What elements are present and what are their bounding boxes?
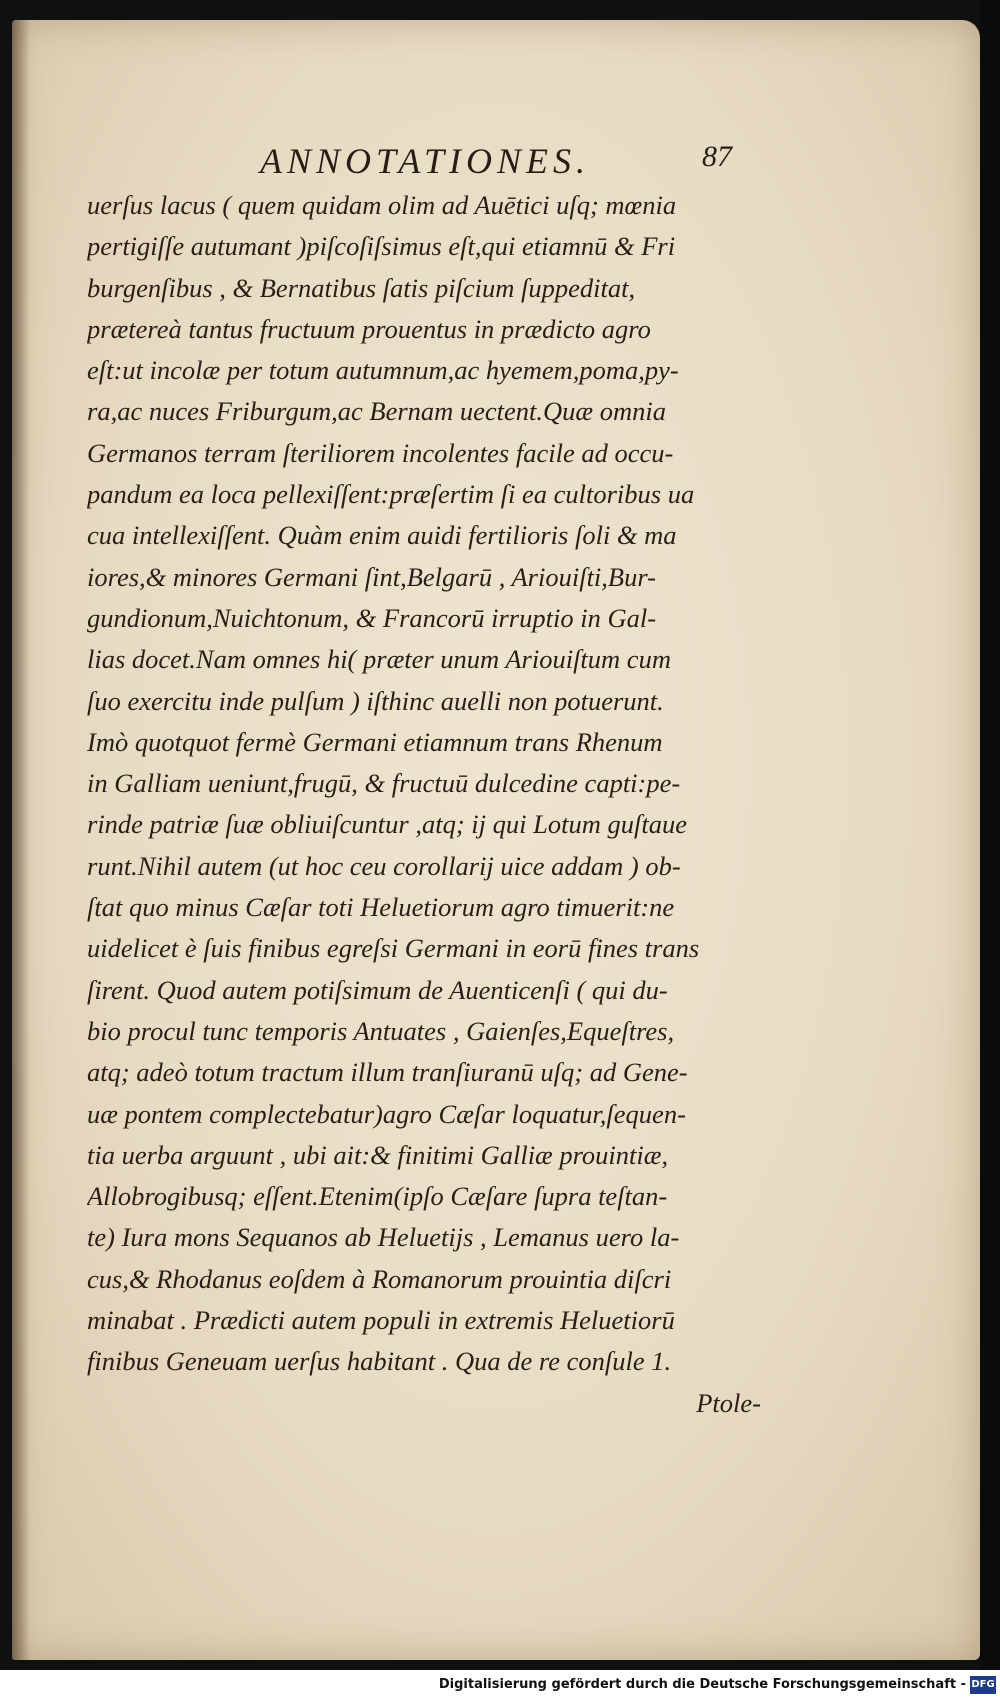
text-line: pandum ea loca pellexiſſent:præſertim ſi ea cultoribus ua	[87, 479, 695, 510]
text-line: rinde patriæ ſuæ obliuiſcuntur ,atq; ij qui Lotum guſtaue	[87, 809, 687, 840]
text-line: uæ pontem complectebatur)agro Cæſar loquatur,ſequen-	[87, 1098, 686, 1129]
text-line: uidelicet è ſuis finibus egreſsi Germani in eorū fines trans	[87, 933, 700, 964]
text-line: burgenſibus , & Bernatibus ſatis piſcium ſuppeditat,	[87, 272, 636, 303]
text-line: minabat . Prædicti autem populi in extremis Heluetiorū	[87, 1305, 675, 1336]
folio-number: 87	[702, 140, 732, 173]
text-line: cus,& Rhodanus eoſdem à Romanorum prouintia diſcri	[87, 1263, 672, 1294]
funding-credit: Digitalisierung gefördert durch die Deutsche Forschungsgemeinschaft -	[438, 1677, 966, 1692]
text-line: uerſus lacus ( quem quidam olim ad Auētici uſq; mœnia	[87, 190, 677, 220]
text-line: Germanos terram ſteriliorem incolentes facile ad occu-	[87, 437, 674, 468]
text-line: atq; adeò totum tractum illum tranſiuranū uſq; ad Gene-	[87, 1057, 688, 1088]
text-line: lias docet.Nam omnes hi( præter unum Ariouiſtum cum	[87, 644, 671, 675]
text-line: ſirent. Quod autem potiſsimum de Auenticenſi ( qui du-	[87, 974, 668, 1005]
catchword: Ptole-	[696, 1387, 761, 1418]
dfg-logo: DFG	[970, 1676, 996, 1694]
text-line: runt.Nihil autem (ut hoc ceu corollarij uice addam ) ob-	[87, 850, 681, 881]
page-header	[12, 128, 980, 188]
scan-edge	[980, 0, 1000, 1670]
text-line: Imò quotquot fermè Germani etiamnum trans Rhenum	[87, 726, 663, 757]
text-line: ra,ac nuces Friburgum,ac Bernam uectent.Quæ omnia	[87, 396, 666, 427]
text-line: te) Iura mons Sequanos ab Heluetijs , Lemanus uero la-	[87, 1222, 680, 1253]
text-line: ſtat quo minus Cæſar toti Heluetiorum agro timuerit:ne	[87, 892, 675, 923]
text-line: cua intellexiſſent. Quàm enim auidi fertilioris ſoli & ma	[87, 520, 677, 551]
digitization-footer	[0, 1670, 1000, 1703]
text-line: pertigiſſe autumant )piſcoſiſsimus eſt,qui etiamnū & Fri	[87, 231, 676, 262]
text-line: in Galliam ueniunt,frugū, & fructuū dulcedine capti:pe-	[87, 768, 681, 799]
text-line: finibus Geneuam uerſus habitant . Qua de re conſule 1.	[87, 1346, 672, 1377]
text-line: tia uerba arguunt , ubi ait:& finitimi Galliæ prouintiæ,	[87, 1139, 669, 1170]
text-line: eſt:ut incolæ per totum autumnum,ac hyemem,poma,py-	[87, 355, 679, 386]
running-title: ANNOTATIONES.	[260, 141, 591, 181]
text-line: bio procul tunc temporis Antuates , Gaienſes,Equeſtres,	[87, 1015, 675, 1046]
text-line: ſuo exercitu inde pulſum ) iſthinc auelli non potuerunt.	[87, 685, 664, 716]
text-line: iores,& minores Germani ſint,Belgarū , Ariouiſti,Bur-	[87, 561, 656, 592]
text-line: Allobrogibusq; eſſent.Etenim(ipſo Cæſare ſupra teſtan-	[87, 1181, 668, 1212]
text-line: gundionum,Nuichtonum, & Francorū irruptio in Gal-	[87, 602, 657, 633]
book-page	[12, 20, 980, 1660]
body-text	[87, 185, 767, 1424]
text-line: prætereà tantus fructuum prouentus in prædicto agro	[87, 313, 651, 344]
